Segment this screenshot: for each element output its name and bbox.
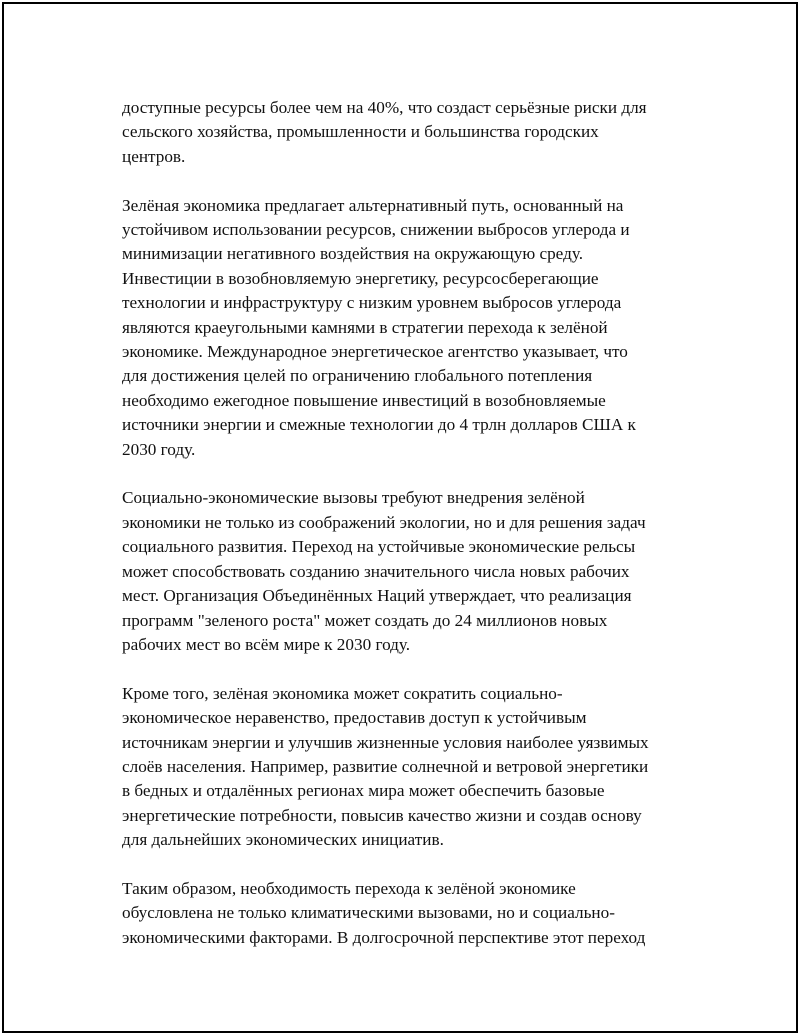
text-line: экономики не только из соображений экологии, но и для решения задач bbox=[122, 512, 646, 532]
text-line: мест. Организация Объединённых Наций утверждает, что реализация bbox=[122, 586, 632, 606]
paragraph-1 bbox=[122, 96, 697, 169]
text-line: необходимо ежегодное повышение инвестиций в возобновляемые bbox=[122, 390, 606, 410]
text-line: Таким образом, необходимость перехода к зелёной экономике bbox=[122, 878, 576, 898]
text-line: энергетические потребности, повысив качество жизни и создав основу bbox=[122, 805, 642, 825]
text-line: обусловлена не только климатическими вызовами, но и социально- bbox=[122, 903, 615, 923]
paragraph-3 bbox=[122, 486, 697, 657]
text-line: источникам энергии и улучшив жизненные условия наиболее уязвимых bbox=[122, 732, 649, 752]
text-line: минимизации негативного воздействия на окружающую среду. bbox=[122, 244, 583, 264]
text-line: 2030 году. bbox=[122, 439, 196, 459]
text-line: источники энергии и смежные технологии до 4 трлн долларов США к bbox=[122, 415, 636, 435]
text-line: социального развития. Переход на устойчивые экономические рельсы bbox=[122, 537, 636, 557]
text-line: являются краеугольными камнями в стратегии перехода к зелёной bbox=[122, 317, 608, 337]
page-frame bbox=[2, 2, 798, 1033]
text-line: экономике. Международное энергетическое агентство указывает, что bbox=[122, 342, 628, 362]
paragraph-5 bbox=[122, 877, 697, 950]
text-line: Кроме того, зелёная экономика может сократить социально- bbox=[122, 683, 563, 703]
text-line: доступные ресурсы более чем на 40%, что создаст серьёзные риски для bbox=[122, 98, 647, 117]
text-line: технологии и инфраструктуру с низким уровнем выбросов углерода bbox=[122, 293, 622, 313]
text-line: Инвестиции в возобновляемую энергетику, ресурсосберегающие bbox=[122, 268, 599, 288]
text-line: Социально-экономические вызовы требуют внедрения зелёной bbox=[122, 488, 585, 508]
paragraph-2 bbox=[122, 194, 697, 462]
text-line: для дальнейших экономических инициатив. bbox=[122, 830, 444, 850]
paragraph-4 bbox=[122, 682, 697, 853]
text-line: слоёв населения. Например, развитие солнечной и ветровой энергетики bbox=[122, 756, 649, 776]
text-line: сельского хозяйства, промышленности и большинства городских bbox=[122, 122, 599, 142]
text-line: может способствовать созданию значительного числа новых рабочих bbox=[122, 561, 630, 581]
text-line: экономическое неравенство, предоставив доступ к устойчивым bbox=[122, 708, 587, 728]
text-line: программ "зеленого роста" может создать до 24 миллионов новых bbox=[122, 610, 608, 630]
text-line: рабочих мест во всём мире к 2030 году. bbox=[122, 634, 411, 654]
text-line: в бедных и отдалённых регионах мира может обеспечить базовые bbox=[122, 781, 605, 801]
document-body bbox=[122, 96, 697, 975]
text-line: для достижения целей по ограничению глобального потепления bbox=[122, 366, 593, 386]
text-line: экономическими факторами. В долгосрочной перспективе этот переход bbox=[122, 927, 646, 947]
text-line: Зелёная экономика предлагает альтернативный путь, основанный на bbox=[122, 195, 624, 215]
text-line: устойчивом использовании ресурсов, снижении выбросов углерода и bbox=[122, 220, 630, 240]
text-line: центров. bbox=[122, 146, 186, 166]
